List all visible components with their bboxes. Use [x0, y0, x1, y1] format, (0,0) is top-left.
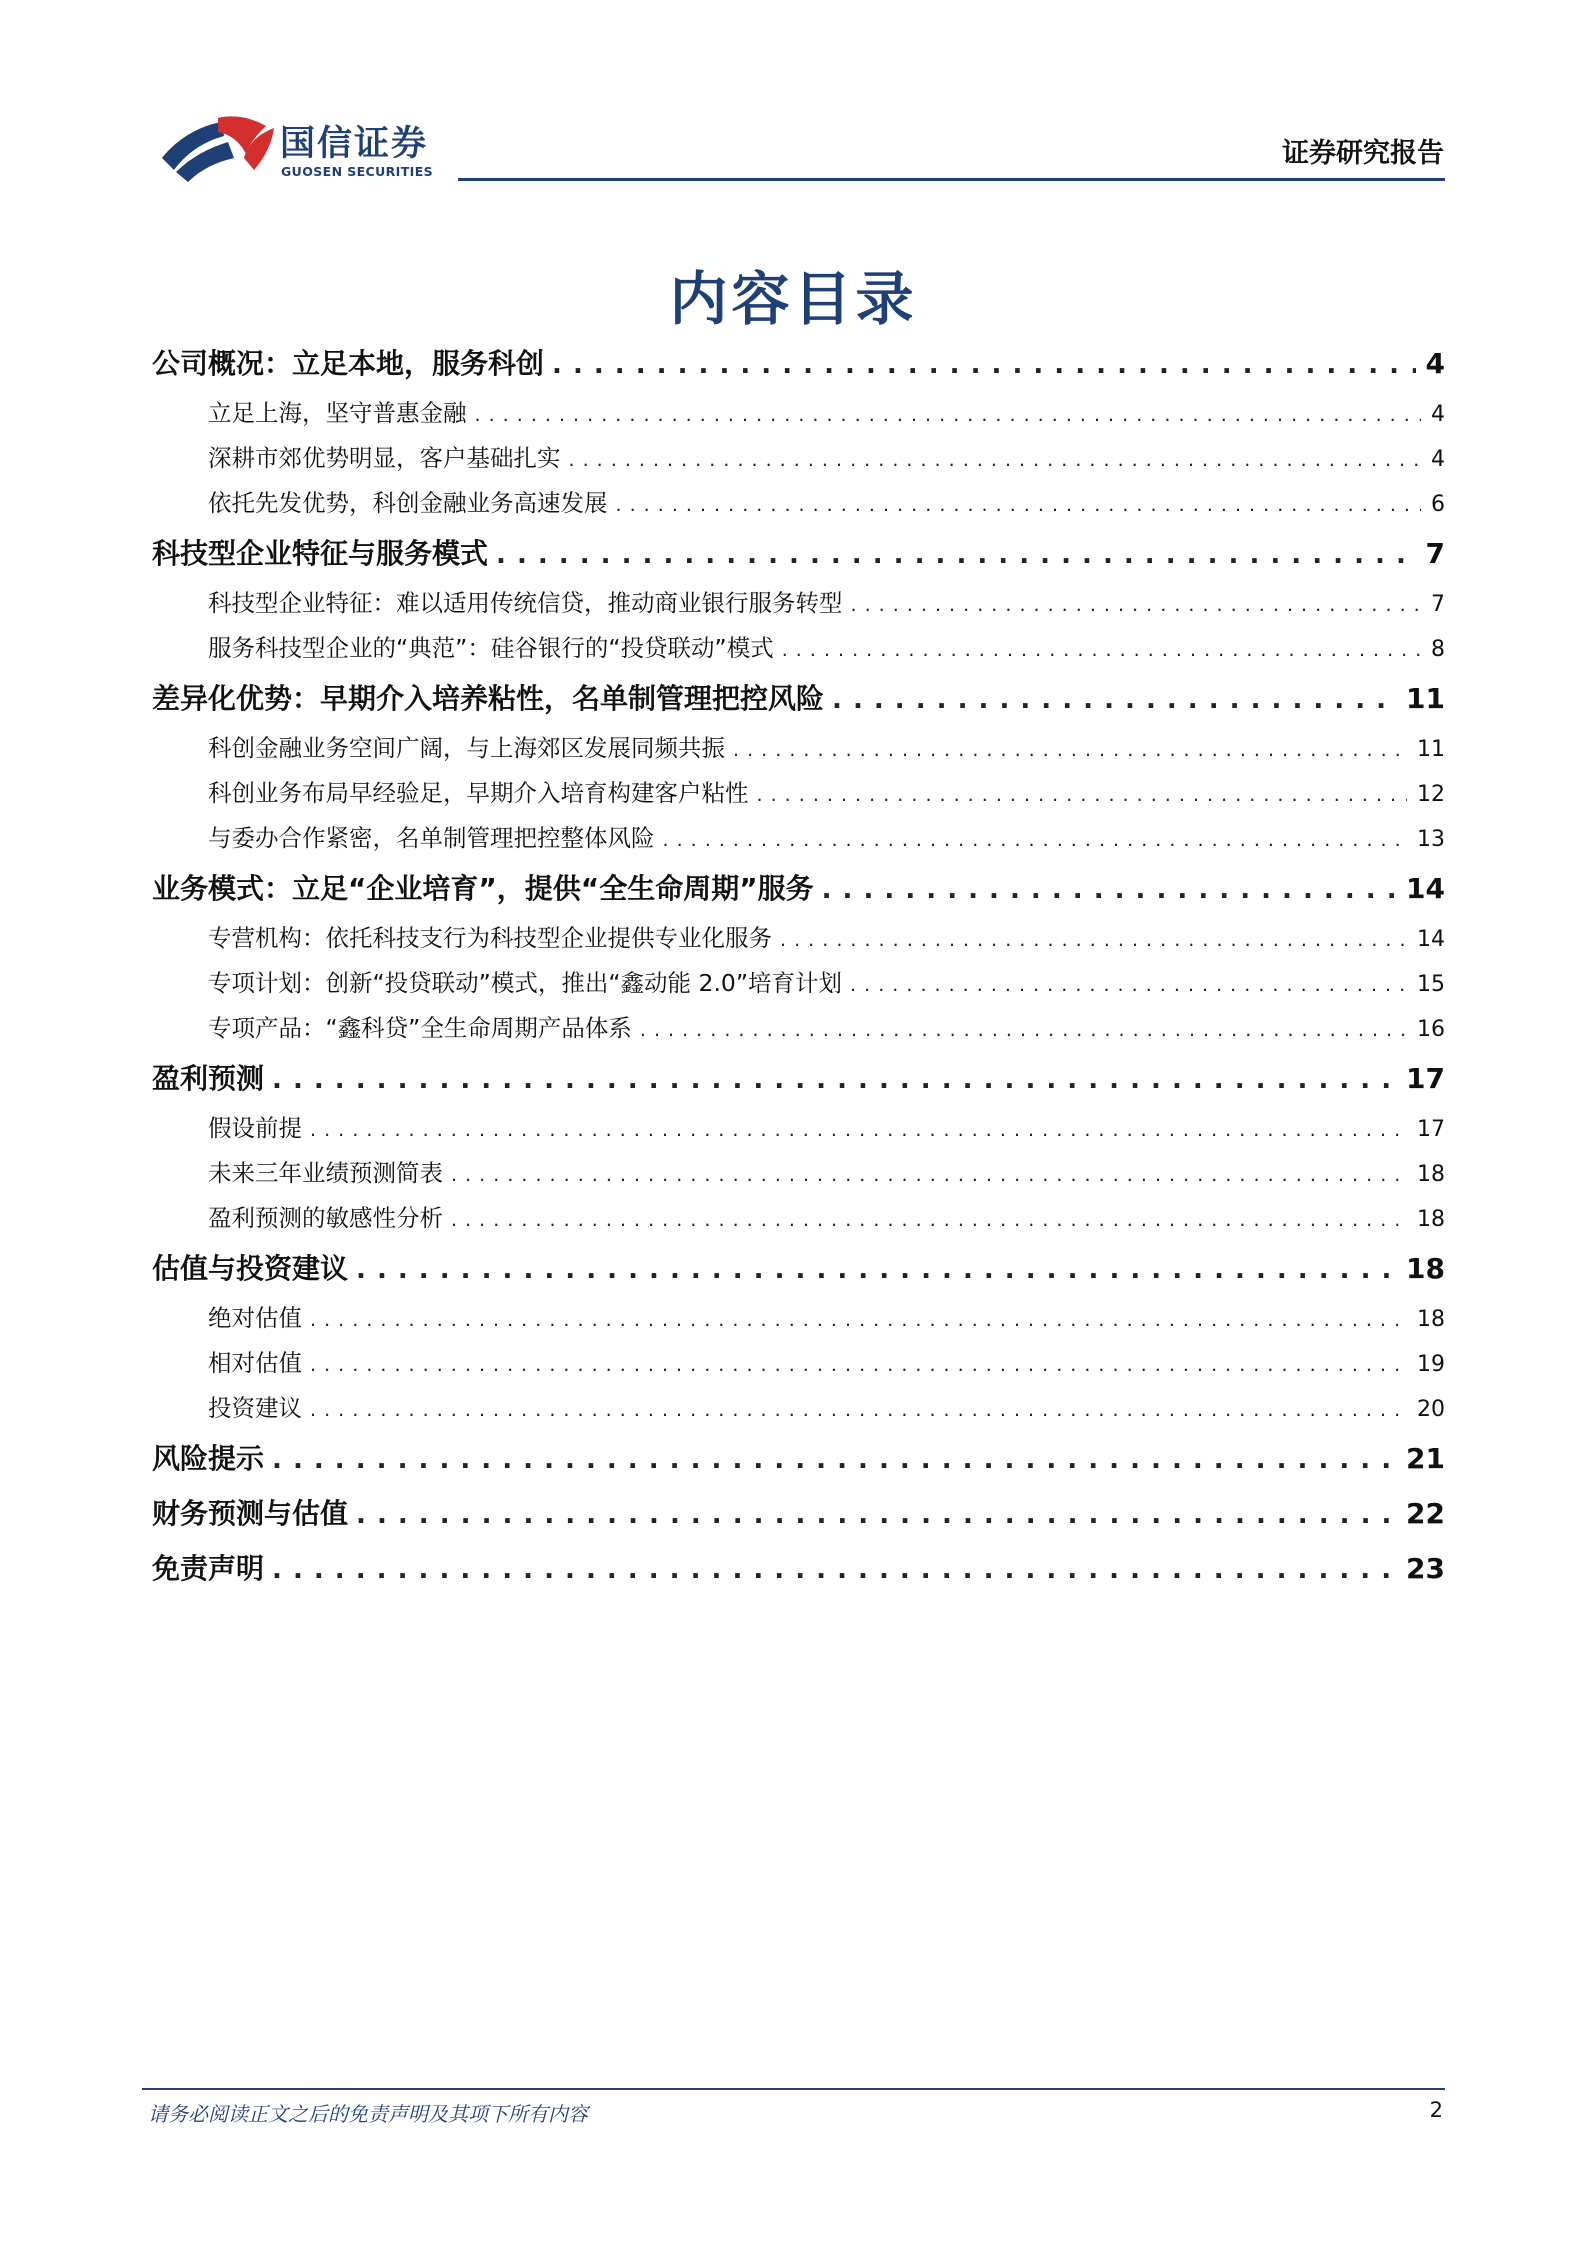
toc-entry-page: 18 — [1417, 1162, 1445, 1187]
toc-entry-title: 科创金融业务空间广阔，与上海郊区发展同频共振 — [208, 734, 725, 762]
toc-dot-leader — [780, 918, 1407, 963]
toc-entry-title: 专项计划：创新“投贷联动”模式，推出“鑫动能 2.0”培育计划 — [208, 969, 843, 997]
toc-entry-title: 科技型企业特征：难以适用传统信贷，推动商业银行服务转型 — [208, 589, 843, 617]
toc-section-entry[interactable] — [152, 1241, 1445, 1296]
toc-section-entry[interactable] — [152, 336, 1445, 391]
toc-entry-title: 财务预测与估值 — [152, 1497, 349, 1530]
toc-entry-title: 估值与投资建议 — [152, 1252, 349, 1285]
toc-entry-page: 21 — [1406, 1442, 1445, 1475]
toc-entry-page: 7 — [1431, 592, 1445, 617]
toc-entry-page: 8 — [1431, 637, 1445, 662]
toc-dot-leader — [782, 628, 1421, 673]
toc-dot-leader — [822, 863, 1396, 918]
toc-entry-page: 15 — [1417, 972, 1445, 997]
toc-entry-page: 18 — [1417, 1207, 1445, 1232]
toc-subsection-entry[interactable] — [152, 1196, 1445, 1241]
toc-entry-title: 风险提示 — [152, 1442, 265, 1475]
toc-subsection-entry[interactable] — [152, 581, 1445, 626]
toc-dot-leader — [272, 1433, 1396, 1488]
toc-dot-leader — [496, 528, 1416, 583]
footer-disclaimer-note: 请务必阅读正文之后的免责声明及其项下所有内容 — [148, 2102, 588, 2126]
toc-entry-page: 4 — [1431, 447, 1445, 472]
toc-dot-leader — [272, 1543, 1396, 1598]
table-of-contents — [152, 336, 1445, 1596]
toc-entry-page: 16 — [1417, 1017, 1445, 1042]
toc-subsection-entry[interactable] — [152, 1341, 1445, 1386]
toc-entry-page: 4 — [1425, 347, 1445, 380]
toc-dot-leader — [310, 1388, 1407, 1433]
guosen-logo-icon — [158, 112, 278, 184]
toc-entry-title: 盈利预测 — [152, 1062, 265, 1095]
toc-subsection-entry[interactable] — [152, 771, 1445, 816]
toc-dot-leader — [850, 963, 1407, 1008]
toc-entry-title: 免责声明 — [152, 1552, 265, 1585]
toc-entry-title: 绝对估值 — [208, 1304, 302, 1332]
toc-subsection-entry[interactable] — [152, 961, 1445, 1006]
toc-entry-page: 19 — [1417, 1352, 1445, 1377]
toc-dot-leader — [356, 1243, 1396, 1298]
toc-entry-title: 立足上海，坚守普惠金融 — [208, 399, 467, 427]
toc-entry-page: 11 — [1417, 737, 1445, 762]
toc-subsection-entry[interactable] — [152, 481, 1445, 526]
toc-section-entry[interactable] — [152, 526, 1445, 581]
toc-dot-leader — [310, 1343, 1407, 1388]
toc-dot-leader — [310, 1298, 1407, 1343]
toc-entry-title: 科创业务布局早经验足，早期介入培育构建客户粘性 — [208, 779, 749, 807]
toc-entry-title: 专营机构：依托科技支行为科技型企业提供专业化服务 — [208, 924, 772, 952]
toc-subsection-entry[interactable] — [152, 1151, 1445, 1196]
toc-subsection-entry[interactable] — [152, 626, 1445, 671]
toc-subsection-entry[interactable] — [152, 916, 1445, 961]
toc-dot-leader — [640, 1008, 1407, 1053]
toc-entry-page: 22 — [1406, 1497, 1445, 1530]
document-type-label: 证券研究报告 — [1282, 138, 1444, 169]
toc-dot-leader — [616, 483, 1422, 528]
toc-entry-page: 23 — [1406, 1552, 1445, 1585]
toc-dot-leader — [310, 1108, 1407, 1153]
brand-name-cn: 国信证券 — [280, 124, 429, 164]
header-divider — [458, 178, 1445, 181]
toc-dot-leader — [451, 1198, 1407, 1243]
page-number: 2 — [1429, 2098, 1443, 2122]
toc-dot-leader — [663, 818, 1408, 863]
toc-section-entry[interactable] — [152, 671, 1445, 726]
toc-entry-title: 差异化优势：早期介入培养粘性，名单制管理把控风险 — [152, 682, 825, 715]
toc-entry-page: 12 — [1417, 782, 1445, 807]
toc-entry-page: 17 — [1406, 1062, 1445, 1095]
toc-section-entry[interactable] — [152, 1051, 1445, 1106]
toc-dot-leader — [451, 1153, 1407, 1198]
toc-subsection-entry[interactable] — [152, 1386, 1445, 1431]
toc-dot-leader — [569, 438, 1422, 483]
toc-entry-title: 业务模式：立足“企业培育”，提供“全生命周期”服务 — [152, 872, 814, 905]
toc-section-entry[interactable] — [152, 1541, 1445, 1596]
toc-entry-page: 17 — [1417, 1117, 1445, 1142]
toc-section-entry[interactable] — [152, 1486, 1445, 1541]
toc-entry-title: 相对估值 — [208, 1349, 302, 1377]
toc-entry-page: 6 — [1431, 492, 1445, 517]
toc-dot-leader — [356, 1488, 1396, 1543]
toc-entry-title: 与委办合作紧密，名单制管理把控整体风险 — [208, 824, 655, 852]
toc-entry-title: 依托先发优势，科创金融业务高速发展 — [208, 489, 608, 517]
toc-entry-page: 18 — [1417, 1307, 1445, 1332]
toc-subsection-entry[interactable] — [152, 1296, 1445, 1341]
toc-entry-title: 公司概况：立足本地，服务科创 — [152, 347, 545, 380]
toc-dot-leader — [832, 673, 1396, 728]
toc-subsection-entry[interactable] — [152, 436, 1445, 481]
toc-entry-page: 14 — [1406, 872, 1445, 905]
toc-entry-page: 20 — [1417, 1397, 1445, 1422]
toc-dot-leader — [475, 393, 1422, 438]
toc-entry-page: 7 — [1425, 537, 1445, 570]
page-title: 内容目录 — [669, 265, 918, 333]
toc-dot-leader — [757, 773, 1408, 818]
toc-entry-title: 专项产品：“鑫科贷”全生命周期产品体系 — [208, 1014, 632, 1042]
toc-entry-title: 未来三年业绩预测简表 — [208, 1159, 443, 1187]
toc-entry-page: 11 — [1406, 682, 1445, 715]
toc-entry-title: 投资建议 — [208, 1394, 302, 1422]
toc-dot-leader — [851, 583, 1422, 628]
toc-section-entry[interactable] — [152, 861, 1445, 916]
toc-entry-title: 科技型企业特征与服务模式 — [152, 537, 489, 570]
toc-entry-page: 18 — [1406, 1252, 1445, 1285]
toc-entry-title: 服务科技型企业的“典范”：硅谷银行的“投贷联动”模式 — [208, 634, 774, 662]
toc-dot-leader — [272, 1053, 1396, 1108]
toc-entry-page: 4 — [1431, 402, 1445, 427]
toc-dot-leader — [733, 728, 1407, 773]
footer-divider — [142, 2088, 1445, 2090]
toc-subsection-entry[interactable] — [152, 1006, 1445, 1051]
toc-subsection-entry[interactable] — [152, 391, 1445, 436]
page-header — [0, 0, 1587, 190]
toc-entry-title: 深耕市郊优势明显，客户基础扎实 — [208, 444, 561, 472]
toc-entry-page: 14 — [1417, 927, 1445, 952]
toc-dot-leader — [552, 338, 1416, 393]
toc-entry-title: 假设前提 — [208, 1114, 302, 1142]
toc-section-entry[interactable] — [152, 1431, 1445, 1486]
toc-subsection-entry[interactable] — [152, 816, 1445, 861]
brand-name-en: GUOSEN SECURITIES — [281, 164, 434, 179]
toc-entry-page: 13 — [1417, 827, 1445, 852]
toc-subsection-entry[interactable] — [152, 1106, 1445, 1151]
toc-entry-title: 盈利预测的敏感性分析 — [208, 1204, 443, 1232]
toc-subsection-entry[interactable] — [152, 726, 1445, 771]
